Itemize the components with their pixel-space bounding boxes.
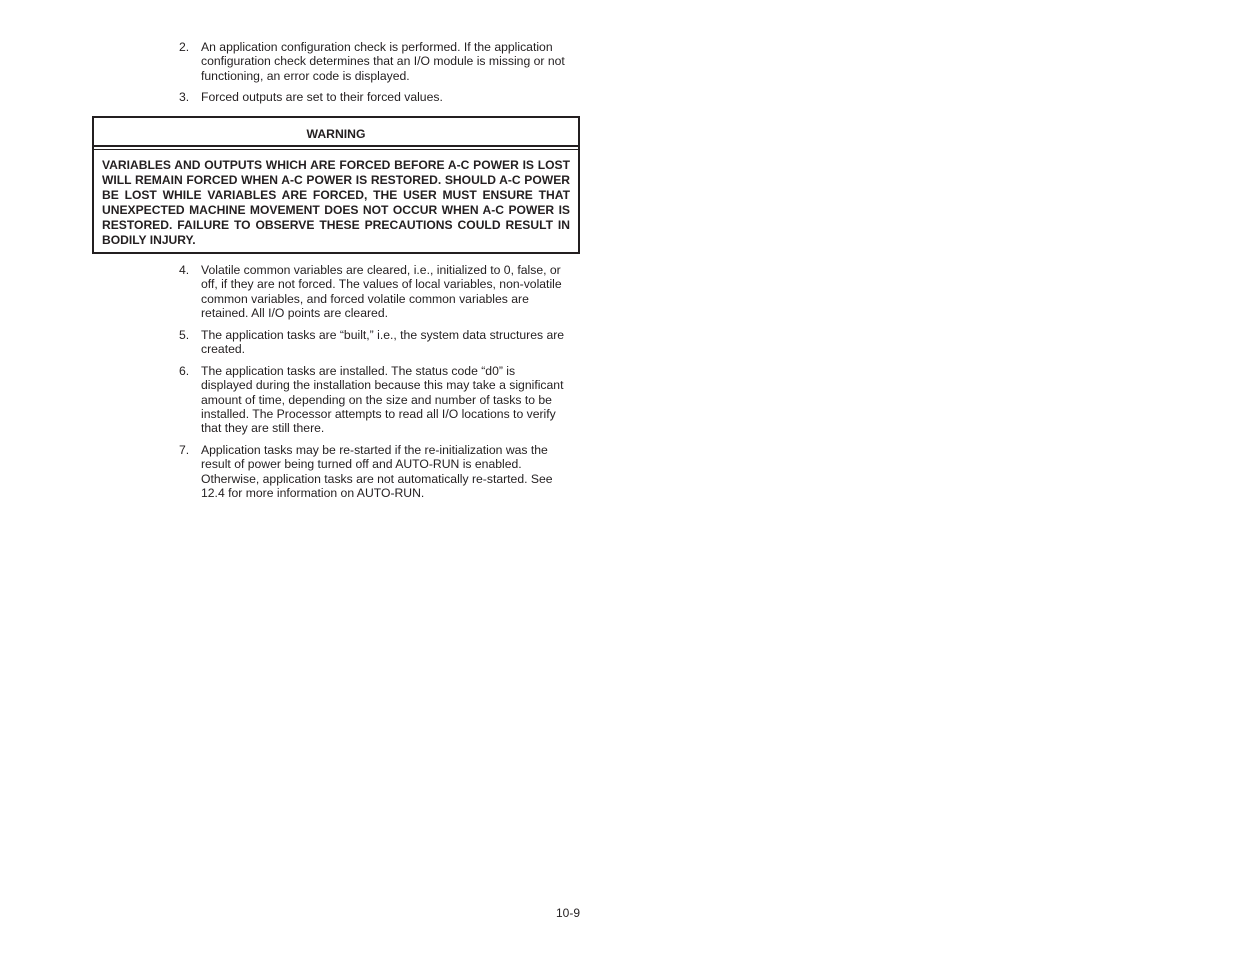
list-item: [179, 263, 569, 320]
warning-text: VARIABLES AND OUTPUTS WHICH ARE FORCED BEFORE A-C POWER IS LOST WILL REMAIN FORCED WHEN A-C POWER IS RESTORED. SHOULD A-C POWER BE LOST WHILE VARIABLES ARE FORCED, THE USER MUST ENSURE THAT UNEXPECTED MACHINE MOVEMENT DOES NOT OCCUR WHEN A-C POWER IS RESTORED. FAILURE TO OBSERVE THESE PRECAUTIONS COULD RESULT IN BODILY INJURY.: [94, 149, 578, 249]
list-item-number: 7.: [179, 443, 190, 458]
list-item-text: The application tasks are installed. The status code “d0” is displayed during the installation because this may take a significant amount of time, depending on the size and number of tasks to be installed. The Processor attempts to read all I/O locations to verify that they are still there.: [201, 363, 564, 436]
list-item-number: 4.: [179, 263, 190, 277]
warning-box: [92, 116, 580, 254]
list-item: [179, 328, 569, 357]
numbered-list-bottom: [179, 263, 569, 508]
list-item-text: Application tasks may be re-started if the re-initialization was the result of power being turned off and AUTO-RUN is enabled. Otherwise, application tasks are not automatically re-started. See 12.4 for more information on AUTO-RUN.: [201, 443, 553, 500]
list-item-text: Forced outputs are set to their forced values.: [201, 90, 443, 105]
list-item-text: An application configuration check is performed. If the application configuration check determines that an I/O module is missing or not functioning, an error code is displayed.: [201, 40, 565, 83]
page-number: 10-9: [556, 906, 581, 920]
list-item-number: 5.: [179, 327, 190, 342]
numbered-list-top: [179, 40, 569, 112]
list-item: [179, 40, 569, 83]
list-item: [179, 90, 569, 104]
list-item-text: Volatile common variables are cleared, i.e., initialized to 0, false, or off, if they are not forced. The values of local variables, non-volatile common variables, and forced volatile common variables are retained. All I/O points are cleared.: [201, 263, 562, 320]
list-item-number: 3.: [179, 90, 190, 105]
warning-title: WARNING: [94, 118, 578, 147]
list-item-number: 2.: [179, 40, 190, 54]
list-item-text: The application tasks are “built,” i.e., the system data structures are created.: [201, 327, 565, 357]
list-item: [179, 443, 569, 500]
list-item: [179, 364, 569, 435]
list-item-number: 6.: [179, 363, 190, 378]
